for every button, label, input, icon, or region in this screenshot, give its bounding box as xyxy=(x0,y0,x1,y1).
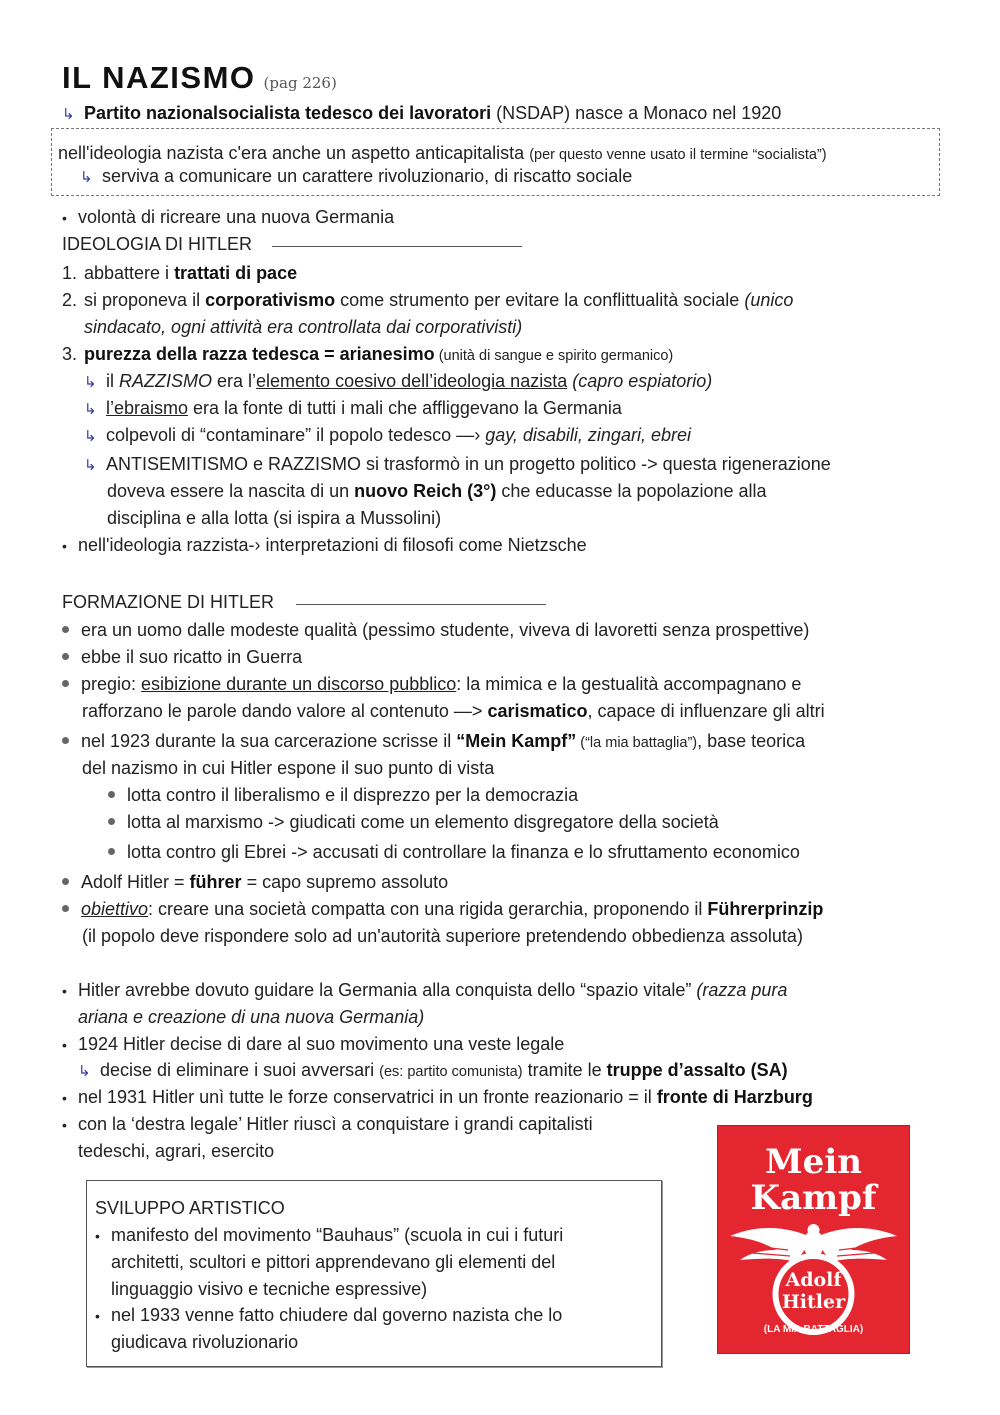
list-item: obiettivo: creare una società compatta con una rigida gerarchia, proponendo il Führerprinzip xyxy=(62,896,823,922)
arrow-icon: ↳ xyxy=(84,401,97,418)
list-item-continuation: (il popolo deve rispondere solo ad un'autorità superiore pretendendo obbedienza assoluta) xyxy=(82,926,803,946)
heading-rule xyxy=(296,604,546,605)
list-item: 1. abbattere i trattati di pace xyxy=(62,263,298,283)
list-item: era un uomo dalle modeste qualità (pessimo studente, viveva di lavoretti senza prospettive) xyxy=(62,617,809,643)
bullet-icon xyxy=(62,737,69,744)
sub-item-continuation: doveva essere la nascita di un nuovo Reich (3°) che educasse la popolazione alla xyxy=(107,481,767,501)
list-item-continuation: architetti, scultori e pittori apprendevano gli elementi del xyxy=(111,1252,556,1272)
list-item: • 1924 Hitler decise di dare al suo movimento una veste legale xyxy=(62,1031,564,1058)
bullet-icon: • xyxy=(62,538,67,554)
heading-rule xyxy=(272,246,522,247)
list-item: pregio: esibizione durante un discorso pubblico: la mimica e la gestualità accompagnano e xyxy=(62,671,801,697)
list-item: • Hitler avrebbe dovuto guidare la Germania alla conquista dello “spazio vitale” (razza pura xyxy=(62,977,787,1004)
sub-item: lotta al marxismo -> giudicati come un elemento disgregatore della società xyxy=(108,809,719,835)
sub-item: ↳ l’ebraismo era la fonte di tutti i mali che affliggevano la Germania xyxy=(84,395,622,423)
sub-item: ↳ decise di eliminare i suoi avversari (es: partito comunista) tramite le truppe d’assalto (SA) xyxy=(78,1057,788,1085)
bullet-icon: • xyxy=(62,1117,67,1133)
section-heading-ideologia: IDEOLOGIA DI HITLER xyxy=(62,234,253,254)
list-item: • nell'ideologia razzista-› interpretazioni di filosofi come Nietzsche xyxy=(62,532,587,559)
list-item-continuation: tedeschi, agrari, esercito xyxy=(78,1141,275,1161)
page-reference: (pag 226) xyxy=(263,74,337,92)
bullet-icon xyxy=(62,905,69,912)
bullet-icon: • xyxy=(62,1037,67,1053)
list-item: nel 1923 durante la sua carcerazione scrisse il “Mein Kampf” (“la mia battaglia”), base teorica xyxy=(62,728,805,756)
arrow-icon: ↳ xyxy=(84,428,97,445)
list-item: 2. si proponeva il corporativismo come strumento per evitare la conflittualità sociale (unico xyxy=(62,290,794,310)
arrow-icon: ↳ xyxy=(78,1063,91,1080)
list-item-continuation: linguaggio visivo e tecniche espressive) xyxy=(111,1279,428,1299)
list-item: • nel 1931 Hitler unì tutte le forze conservatrici in un fronte reazionario = il fronte di Harzburg xyxy=(62,1084,813,1111)
bullet-icon: • xyxy=(62,1090,67,1106)
list-item: 3. purezza della razza tedesca = arianesimo (unità di sangue e spirito germanico) xyxy=(62,344,674,364)
bullet-icon: • xyxy=(62,210,67,226)
sub-item: lotta contro il liberalismo e il disprezzo per la democrazia xyxy=(108,782,578,808)
bullet-icon xyxy=(108,848,115,855)
list-item-continuation: del nazismo in cui Hitler espone il suo punto di vista xyxy=(82,758,495,778)
box-heading: SVILUPPO ARTISTICO xyxy=(95,1198,285,1218)
list-item: Adolf Hitler = führer = capo supremo assoluto xyxy=(62,869,448,895)
anticapitalism-line: nell'ideologia nazista c'era anche un aspetto anticapitalista (per questo venne usato il termine “socialista”) xyxy=(58,143,827,163)
intro-line: ↳ Partito nazionalsocialista tedesco dei lavoratori (NSDAP) nasce a Monaco nel 1920 xyxy=(62,100,781,128)
list-item-continuation: sindacato, ogni attività era controllata dai corporativisti) xyxy=(84,317,523,337)
sub-item: ↳ ANTISEMITISMO e RAZZISMO si trasformò in un progetto politico -> questa rigenerazione xyxy=(84,451,831,479)
bullet-icon xyxy=(108,818,115,825)
arrow-icon: ↳ xyxy=(84,457,97,474)
list-item: • con la ‘destra legale’ Hitler riuscì a conquistare i grandi capitalisti xyxy=(62,1111,593,1138)
arrow-icon: ↳ xyxy=(62,106,75,123)
sub-item-continuation: disciplina e alla lotta (si ispira a Mussolini) xyxy=(107,508,442,528)
bullet-icon: • xyxy=(95,1228,100,1244)
bullet-icon xyxy=(62,626,69,633)
bullet-icon xyxy=(62,878,69,885)
cover-title: Mein Kampf xyxy=(750,1142,877,1218)
list-item: ebbe il suo ricatto in Guerra xyxy=(62,644,302,670)
bullet-icon: • xyxy=(95,1308,100,1324)
cover-subtitle: (LA MIA BATTAGLIA) xyxy=(763,1324,864,1335)
list-item: • volontà di ricreare una nuova Germania xyxy=(62,204,394,231)
sub-item: lotta contro gli Ebrei -> accusati di controllare la finanza e lo sfruttamento economico xyxy=(108,839,800,865)
arrow-icon: ↳ xyxy=(84,374,97,391)
list-item-continuation: giudicava rivoluzionario xyxy=(111,1332,299,1352)
bullet-icon: • xyxy=(62,983,67,999)
sub-item: ↳ il RAZZISMO era l’elemento coesivo dell’ideologia nazista (capro espiatorio) xyxy=(84,368,712,396)
mein-kampf-cover-image xyxy=(717,1125,910,1354)
list-item: • nel 1933 venne fatto chiudere dal governo nazista che lo xyxy=(95,1302,562,1329)
sub-item: ↳ colpevoli di “contaminare” il popolo tedesco —› gay, disabili, zingari, ebrei xyxy=(84,422,691,450)
list-item: • manifesto del movimento “Bauhaus” (scuola in cui i futuri xyxy=(95,1222,563,1249)
arrow-icon: ↳ xyxy=(80,169,93,186)
bullet-icon xyxy=(62,680,69,687)
anticapitalism-subline: ↳ serviva a comunicare un carattere rivoluzionario, di riscatto sociale xyxy=(80,163,632,191)
bullet-icon xyxy=(62,653,69,660)
bullet-icon xyxy=(108,791,115,798)
cover-author: Adolf Hitler xyxy=(781,1269,846,1313)
page-title: IL NAZISMO (pag 226) xyxy=(62,60,337,95)
list-item-continuation: rafforzano le parole dando valore al contenuto —> carismatico, capace di influenzare gli altri xyxy=(82,701,825,721)
section-heading-formazione: FORMAZIONE DI HITLER xyxy=(62,592,275,612)
list-item-continuation: ariana e creazione di una nuova Germania) xyxy=(78,1007,425,1027)
